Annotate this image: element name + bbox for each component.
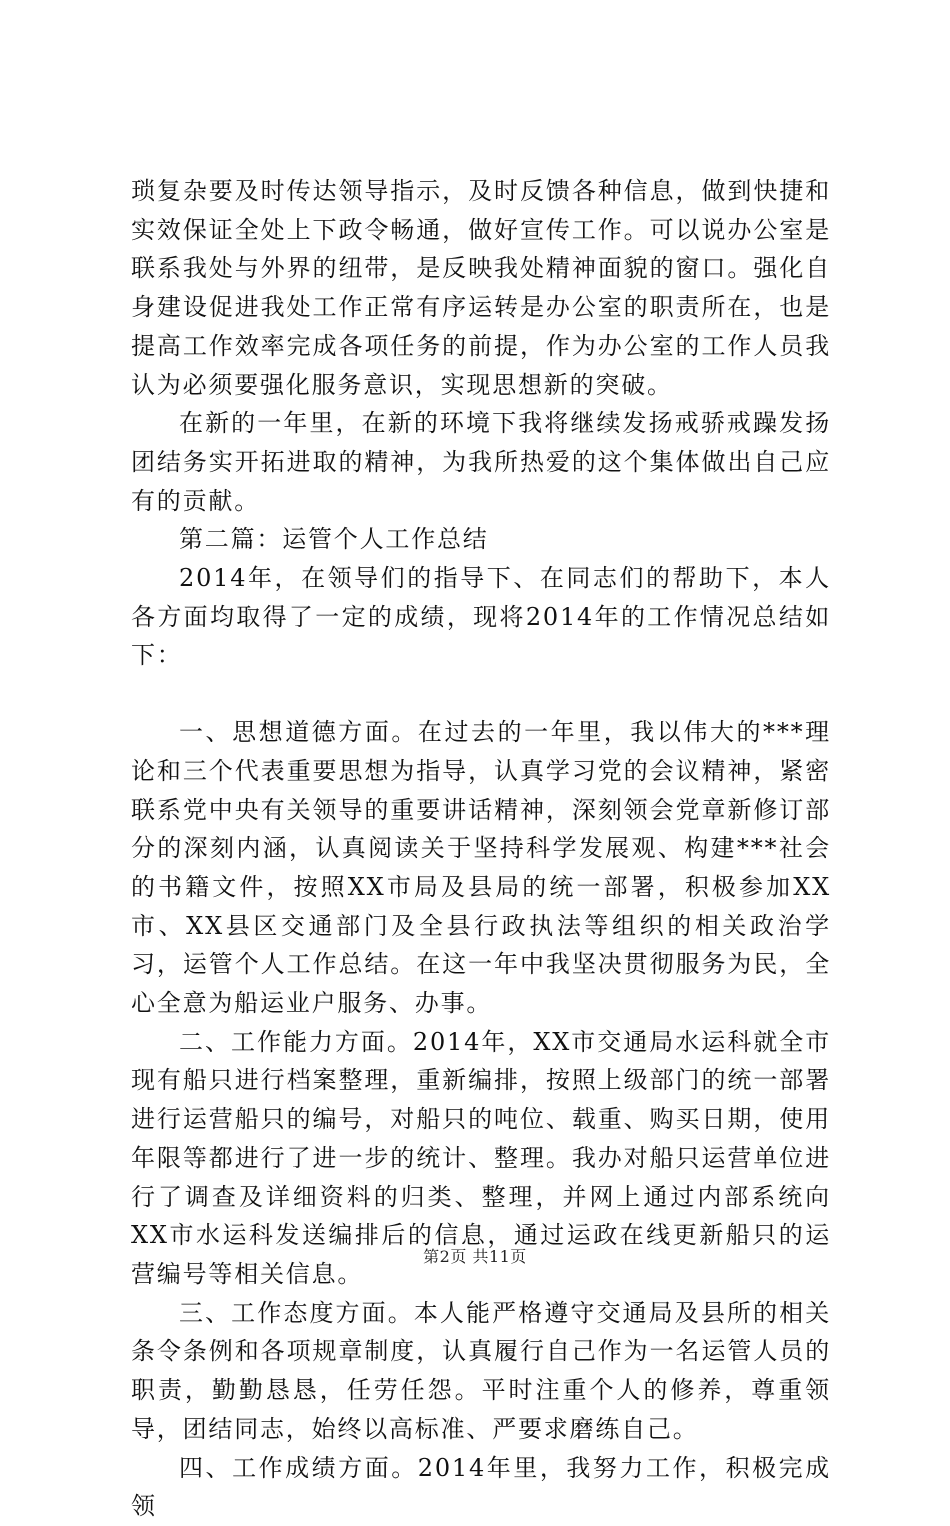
paragraph-achievement: 四、工作成绩方面。2014年里，我努力工作，积极完成领 [131,1453,831,1521]
blank-line [131,675,831,713]
paragraph-continuation: 琐复杂要及时传达领导指示，及时反馈各种信息，做到快捷和实效保证全处上下政令畅通，做好宣传工作。可以说办公室是联系我处与外界的纽带，是反映我处精神面貌的窗口。强化自身建设促进我处工作正常有序运转是办公室的职责所在，也是提高工作效率完成各项任务的前提，作为办公室的工作人员我认为必须要强化服务意识，实现思想新的突破。 [131,177,831,399]
paragraph-new-year: 在新的一年里，在新的环境下我将继续发扬戒骄戒躁发扬团结务实开拓进取的精神，为我所热爱的这个集体做出自己应有的贡献。 [131,409,831,515]
paragraph-intro: 2014年，在领导们的指导下、在同志们的帮助下，本人各方面均取得了一定的成绩，现将2014年的工作情况总结如下： [131,564,831,670]
page-footer: 第2页 共11页 [423,1247,527,1266]
paragraph-ability: 二、工作能力方面。2014年，XX市交通局水运科就全市现有船只进行档案整理，重新编排，按照上级部门的统一部署进行运营船只的编号，对船只的吨位、载重、购买日期，使用年限等都进行了进一步的统计、整理。我办对船只运营单位进行了调查及详细资料的归类、整理，并网上通过内部系统向XX市水运科发送编排后的信息，通过运政在线更新船只的运营编号等相关信息。 [131,1027,831,1288]
paragraph-ideology: 一、思想道德方面。在过去的一年里，我以伟大的***理论和三个代表重要思想为指导，认真学习党的会议精神，紧密联系党中央有关领导的重要讲话精神，深刻领会党章新修订部分的深刻内涵，认真阅读关于坚持科学发展观、构建***社会的书籍文件，按照XX市局及县局的统一部署，积极参加XX市、XX县区交通部门及全县行政执法等组织的相关政治学习，运管个人工作总结。在这一年中我坚决贯彻服务为民，全心全意为船运业户服务、办事。 [131,718,831,1018]
paragraph-attitude: 三、工作态度方面。本人能严格遵守交通局及县所的相关条令条例和各项规章制度，认真履行自己作为一名运管人员的职责，勤勤恳恳，任劳任怨。平时注重个人的修养，尊重领导，团结同志，始终以高标准、严要求磨练自己。 [131,1298,831,1443]
section-heading: 第二篇：运管个人工作总结 [179,525,489,554]
document-body [131,172,831,1526]
